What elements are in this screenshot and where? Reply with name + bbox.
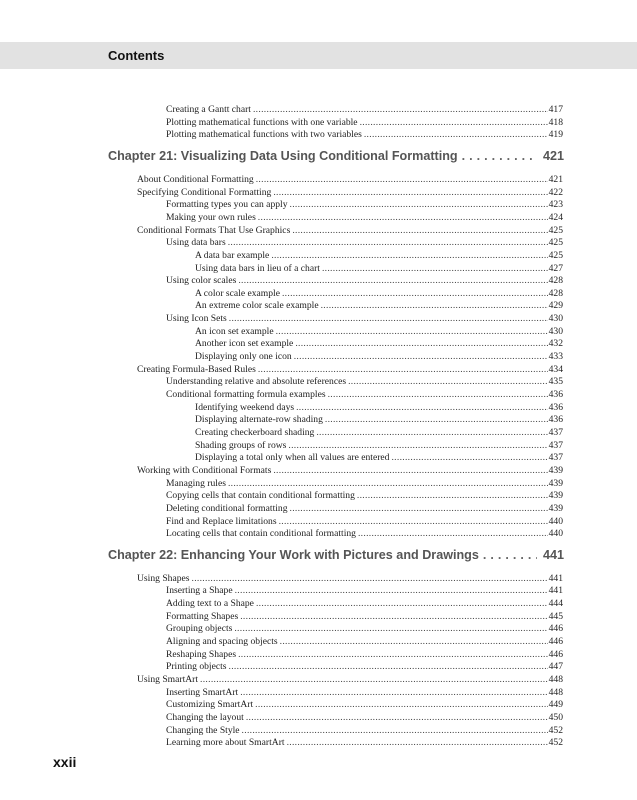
toc-entry-page: 436 [548, 414, 563, 426]
toc-entry[interactable] [137, 186, 563, 199]
toc-entry[interactable] [166, 103, 563, 116]
toc-entry[interactable] [166, 527, 563, 540]
leader-dots [276, 325, 548, 338]
toc-entry-label: Customizing SmartArt [166, 699, 254, 711]
toc-entry-label: Displaying a total only when all values are entered [195, 452, 390, 464]
page-title: Contents [108, 48, 165, 63]
toc-entry[interactable] [166, 660, 563, 673]
toc-entry-page: 417 [548, 104, 563, 115]
toc-entry[interactable] [166, 686, 563, 699]
toc-entry[interactable] [166, 622, 563, 635]
toc-entry-page: 428 [548, 275, 563, 287]
toc-entry[interactable] [166, 711, 563, 724]
toc-entry-label: Using color scales [166, 275, 237, 287]
toc-entry-label: Deleting conditional formatting [166, 502, 288, 514]
toc-entry-label: Locating cells that contain conditional formatting [166, 528, 356, 540]
toc-entry[interactable] [137, 673, 563, 686]
toc-entry-label: An extreme color scale example [195, 300, 319, 312]
leader-dots [294, 350, 548, 363]
toc-entry-page: 440 [548, 528, 563, 540]
chapter-page: 441 [542, 547, 564, 562]
leader-dots [253, 103, 548, 116]
toc-entry[interactable] [195, 299, 563, 312]
toc-entry-label: Reshaping Shapes [166, 648, 237, 660]
toc-entry[interactable] [137, 572, 563, 585]
toc-entry[interactable] [137, 363, 563, 376]
toc-entry-page: 439 [548, 502, 563, 514]
toc-entry[interactable] [166, 312, 563, 325]
leader-dots [200, 673, 548, 686]
toc-entry-label: Conditional Formats That Use Graphics [137, 224, 291, 236]
leader-dots [228, 236, 548, 249]
chapter-heading[interactable] [108, 149, 564, 169]
toc-entry-page: 437 [548, 439, 563, 451]
page-number: xxii [53, 754, 77, 770]
toc-entry-label: Plotting mathematical functions with two variables [166, 129, 362, 141]
toc-entry-page: 450 [548, 711, 563, 723]
leader-dots [295, 337, 547, 350]
toc-entry-page: 449 [548, 699, 563, 711]
toc-entry-label: An icon set example [195, 325, 274, 337]
toc-entry-page: 437 [548, 452, 563, 464]
toc-entry-label: Aligning and spacing objects [166, 636, 278, 648]
toc-entry[interactable] [195, 325, 563, 338]
toc-entry-page: 434 [548, 363, 563, 375]
toc-entry-page: 425 [548, 237, 563, 249]
toc-entry[interactable] [195, 401, 563, 414]
leader-dots [240, 610, 547, 623]
toc-entry-page: 430 [548, 325, 563, 337]
leader-dots [240, 686, 547, 699]
leader-dots [238, 274, 547, 287]
toc-entry-label: Grouping objects [166, 623, 233, 635]
leader-dots [290, 198, 548, 211]
toc-entry-page: 440 [548, 515, 563, 527]
toc-entry-page: 436 [548, 389, 563, 400]
toc-entry-page: 446 [548, 623, 563, 635]
toc-entry-page: 452 [548, 724, 563, 736]
leader-dots [360, 116, 548, 129]
leader-dots [229, 312, 548, 325]
toc-entry[interactable] [166, 489, 563, 502]
leader-dots [296, 401, 548, 414]
toc-entry-label: Changing the layout [166, 711, 244, 723]
leader-dots [273, 186, 547, 199]
toc-entry-page: 430 [548, 313, 563, 325]
toc-entry-page: 425 [548, 249, 563, 261]
toc-entry[interactable] [137, 464, 563, 477]
toc-entry[interactable] [137, 173, 563, 186]
toc-entry[interactable] [137, 224, 563, 237]
chapter-heading[interactable] [108, 548, 564, 568]
toc-entry-label: Inserting a Shape [166, 585, 233, 597]
toc-entry-label: About Conditional Formatting [137, 173, 254, 185]
toc-entry[interactable] [166, 610, 563, 623]
toc-entry-label: Displaying alternate-row shading [195, 414, 323, 426]
toc-entry-page: 441 [548, 585, 563, 597]
toc-entry-label: Working with Conditional Formats [137, 464, 272, 476]
leader-dots [280, 635, 548, 648]
leader-dots [258, 363, 548, 376]
toc-entry-label: Formatting types you can apply [166, 199, 288, 211]
toc-entry-page: 448 [548, 674, 563, 685]
toc-entry-page: 445 [548, 610, 563, 622]
toc-entry-page: 446 [548, 648, 563, 660]
toc-entry-page: 423 [548, 199, 563, 211]
leader-dots [287, 736, 548, 749]
toc-entry-label: Creating Formula-Based Rules [137, 363, 256, 375]
toc-entry-label: Creating checkerboard shading [195, 426, 315, 438]
toc-entry-label: Using Icon Sets [166, 313, 227, 325]
toc-entry-label: Another icon set example [195, 338, 294, 350]
toc-entry-page: 452 [548, 737, 563, 749]
leader-dots [321, 299, 548, 312]
toc-entry-page: 439 [548, 477, 563, 489]
toc-entry-page: 439 [548, 490, 563, 502]
toc-entry-label: Find and Replace limitations [166, 515, 277, 527]
toc-entry[interactable] [195, 413, 563, 426]
toc-entry-page: 424 [548, 211, 563, 223]
toc-entry[interactable] [166, 198, 563, 211]
toc-entry[interactable] [195, 287, 563, 300]
toc-entry[interactable] [166, 236, 563, 249]
toc-entry-label: Managing rules [166, 477, 226, 489]
toc-entry-page: 429 [548, 300, 563, 312]
leader-dots [228, 477, 548, 490]
leader-dots [271, 249, 547, 262]
toc-entry[interactable] [195, 262, 563, 275]
header-band [0, 42, 637, 69]
leader-dots [364, 128, 548, 141]
toc-entry-page: 433 [548, 351, 563, 363]
toc-entry-label: Creating a Gantt chart [166, 104, 251, 115]
leader-dots [279, 515, 548, 528]
toc-entry[interactable] [166, 477, 563, 490]
toc-entry[interactable] [195, 350, 563, 363]
toc-entry[interactable] [166, 211, 563, 224]
leader-dots [282, 287, 548, 300]
toc-entry[interactable] [166, 724, 563, 737]
leader-dots [192, 572, 548, 585]
toc-entry[interactable] [166, 116, 563, 129]
toc-entry-page: 446 [548, 636, 563, 648]
leader-dots [458, 149, 537, 163]
leader-dots [258, 211, 548, 224]
toc-entry-page: 437 [548, 426, 563, 438]
toc-entry[interactable] [195, 439, 563, 452]
toc-entry-label: Shading groups of rows [195, 439, 287, 451]
toc-entry-label: Using SmartArt [137, 674, 199, 685]
toc-entry[interactable] [166, 635, 563, 648]
toc-entry[interactable] [166, 597, 563, 610]
toc-entry-page: 421 [548, 173, 563, 185]
leader-dots [235, 584, 548, 597]
leader-dots [288, 439, 547, 452]
toc-entry-label: Using data bars in lieu of a chart [195, 262, 320, 274]
toc-entry-label: Using Shapes [137, 572, 190, 584]
toc-entry-page: 435 [548, 376, 563, 388]
chapter-title: Chapter 22: Enhancing Your Work with Pictures and Drawings [108, 547, 479, 562]
toc-entry-page: 436 [548, 401, 563, 413]
toc-entry-page: 432 [548, 338, 563, 350]
toc-entry-label: A data bar example [195, 249, 270, 261]
toc-entry-page: 419 [548, 129, 563, 141]
toc-entry-label: Inserting SmartArt [166, 686, 239, 698]
toc-entry-label: Changing the Style [166, 724, 240, 736]
toc-entry[interactable] [166, 274, 563, 287]
toc-entry-label: Copying cells that contain conditional formatting [166, 490, 355, 502]
toc-entry-label: Plotting mathematical functions with one variable [166, 116, 358, 128]
toc-entry[interactable] [195, 337, 563, 350]
toc-entry[interactable] [166, 388, 563, 401]
leader-dots [479, 548, 537, 562]
toc-entry-label: Identifying weekend days [195, 401, 295, 413]
leader-dots [358, 527, 548, 540]
toc-entry-page: 441 [548, 572, 563, 584]
toc-entry-label: Printing objects [166, 661, 227, 673]
leader-dots [316, 426, 547, 439]
leader-dots [246, 711, 548, 724]
toc-entry-label: Making your own rules [166, 211, 256, 223]
toc-entry[interactable] [166, 128, 563, 141]
toc-entry-label: Formatting Shapes [166, 610, 239, 622]
leader-dots [292, 224, 547, 237]
toc-entry[interactable] [195, 426, 563, 439]
toc-entry[interactable] [166, 648, 563, 661]
toc-entry-label: A color scale example [195, 287, 280, 299]
leader-dots [348, 375, 548, 388]
toc-entry[interactable] [166, 502, 563, 515]
leader-dots [328, 388, 548, 401]
toc-entry-page: 447 [548, 661, 563, 673]
leader-dots [273, 464, 547, 477]
toc-entry-label: Adding text to a Shape [166, 598, 254, 610]
toc-entry[interactable] [166, 584, 563, 597]
toc-entry-label: Specifying Conditional Formatting [137, 186, 272, 198]
leader-dots [238, 648, 548, 661]
toc-entry[interactable] [166, 375, 563, 388]
chapter-title: Chapter 21: Visualizing Data Using Conditional Formatting [108, 148, 458, 163]
leader-dots [256, 597, 548, 610]
toc-entry-label: Conditional formatting formula examples [166, 389, 326, 400]
toc-entry-label: Using data bars [166, 237, 226, 249]
toc-entry[interactable] [195, 249, 563, 262]
toc-entry-page: 428 [548, 287, 563, 299]
toc-entry[interactable] [166, 698, 563, 711]
toc-entry[interactable] [195, 451, 563, 464]
toc-entry-page: 425 [548, 224, 563, 236]
toc-entry-page: 439 [548, 464, 563, 476]
toc-entry[interactable] [166, 736, 563, 749]
leader-dots [242, 724, 548, 737]
leader-dots [391, 451, 547, 464]
toc-entry-page: 448 [548, 686, 563, 698]
toc-entry-label: Understanding relative and absolute references [166, 376, 347, 388]
leader-dots [357, 489, 548, 502]
leader-dots [322, 262, 548, 275]
leader-dots [290, 502, 548, 515]
leader-dots [325, 413, 548, 426]
toc-entry-page: 418 [548, 116, 563, 128]
leader-dots [234, 622, 547, 635]
toc-entry-page: 444 [548, 598, 563, 610]
toc-entry-page: 427 [548, 262, 563, 274]
chapter-page: 421 [542, 148, 564, 163]
toc-entry-label: Learning more about SmartArt [166, 737, 285, 749]
leader-dots [229, 660, 548, 673]
toc-entry-label: Displaying only one icon [195, 351, 292, 363]
toc-entry[interactable] [166, 515, 563, 528]
leader-dots [256, 173, 548, 186]
leader-dots [255, 698, 547, 711]
toc-entry-page: 422 [548, 186, 563, 198]
